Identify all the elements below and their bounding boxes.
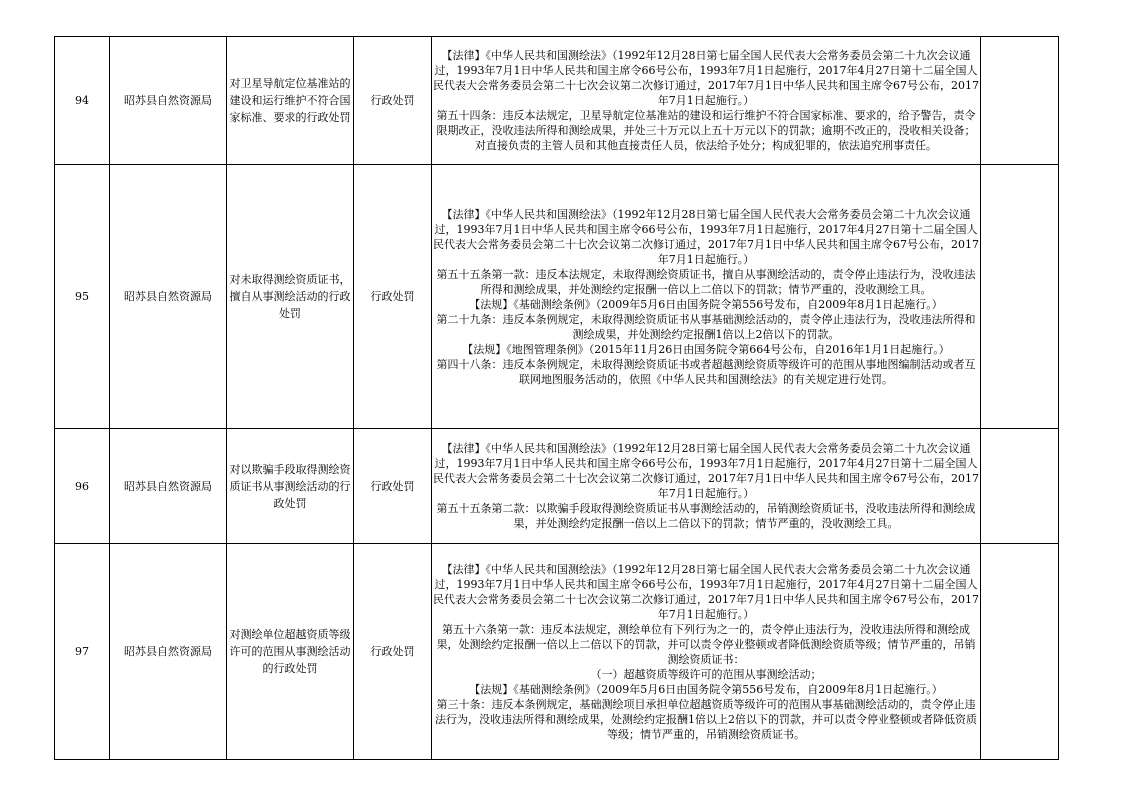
table-row [55, 37, 1059, 165]
empty-cell [981, 165, 1059, 429]
penalty-item-text: 对卫星导航定位基准站的建设和运行维护不符合国家标准、要求的行政处罚 [229, 77, 351, 124]
legal-basis-cell [432, 429, 981, 544]
table-row [55, 544, 1059, 760]
basis-paragraph: 【法律】《中华人民共和国测绘法》（1992年12月28日第七届全国人民代表大会常务委员会第二十九次会议通过，1993年7月1日中华人民共和国主席令66号公布，1993年7月1日起施行，2017年4月27日第十二届全国人民代表大会常务委员会第二十七次会议第二次修订通过，2017年7月1日中华人民共和国主席令67号公布，2017年7月1日起施行。） [433, 562, 979, 621]
basis-paragraph: 第五十四条：违反本法规定，卫星导航定位基准站的建设和运行维护不符合国家标准、要求的，给予警告，责令限期改正，没收违法所得和测绘成果，并处三十万元以上五十万元以下的罚款；逾期不改正的，没收相关设备；对直接负责的主管人员和其他直接责任人员，依法给予处分；构成犯罪的，依法追究刑事责任。 [436, 109, 976, 152]
basis-paragraph: 第五十五条第二款：以欺骗手段取得测绘资质证书从事测绘活动的，吊销测绘资质证书，没收违法所得和测绘成果，并处测绘约定报酬一倍以上二倍以下的罚款；情节严重的，没收测绘工具。 [436, 502, 976, 530]
penalty-type-cell: 行政处罚 [354, 544, 432, 760]
table-row [55, 165, 1059, 429]
penalty-item-cell [227, 37, 354, 165]
basis-paragraph: 第三十条：违反本条例规定，基础测绘项目承担单位超越资质等级许可的范围从事基础测绘活动的，责令停止违法行为，没收违法所得和测绘成果，处测绘约定报酬1倍以上2倍以下的罚款，并可以责令停业整顿或者降低资质等级；情节严重的，吊销测绘资质证书。 [435, 697, 977, 741]
empty-cell [981, 544, 1059, 760]
department-cell: 昭苏县自然资源局 [110, 429, 227, 544]
basis-paragraph: 第二十九条：违反本条例规定，未取得测绘资质证书从事基础测绘活动的，责令停止违法行为，没收违法所得和测绘成果，并处测绘约定报酬1倍以上2倍以下的罚款。 [436, 312, 976, 341]
penalty-item-cell [227, 429, 354, 544]
legal-basis-cell [432, 544, 981, 760]
basis-paragraph: 第四十八条：违反本条例规定，未取得测绘资质证书或者超越测绘资质等级许可的范围从事地图编制活动或者互联网地图服务活动的，依照《中华人民共和国测绘法》的有关规定进行处罚。 [436, 357, 976, 386]
penalty-item-cell [227, 544, 354, 760]
penalty-type-cell: 行政处罚 [354, 165, 432, 429]
department-cell: 昭苏县自然资源局 [110, 544, 227, 760]
department-cell: 昭苏县自然资源局 [110, 165, 227, 429]
penalty-item-text: 对未取得测绘资质证书，擅自从事测绘活动的行政处罚 [229, 273, 351, 320]
empty-cell [981, 429, 1059, 544]
penalty-type-cell: 行政处罚 [354, 37, 432, 165]
basis-paragraph: 第五十五条第一款：违反本法规定，未取得测绘资质证书，擅自从事测绘活动的，责令停止违法行为，没收违法所得和测绘成果，并处测绘约定报酬一倍以上二倍以下的罚款；情节严重的，没收测绘工具。 [436, 267, 976, 296]
basis-paragraph: （一）超越资质等级许可的范围从事测绘活动； [590, 667, 822, 681]
penalty-item-text: 对测绘单位超越资质等级许可的范围从事测绘活动的行政处罚 [229, 628, 351, 675]
row-number: 95 [55, 165, 110, 429]
penalty-item-cell [227, 165, 354, 429]
penalty-item-text: 对以欺骗手段取得测绘资质证书从事测绘活动的行政处罚 [229, 462, 351, 510]
basis-paragraph: 【法律】《中华人民共和国测绘法》（1992年12月28日第七届全国人民代表大会常务委员会第二十九次会议通过，1993年7月1日中华人民共和国主席令66号公布，1993年7月1日起施行，2017年4月27日第十二届全国人民代表大会常务委员会第二十七次会议第二次修订通过，2017年7月1日中华人民共和国主席令67号公布，2017年7月1日起施行。） [433, 442, 979, 500]
legal-basis-cell [432, 165, 981, 429]
row-number: 94 [55, 37, 110, 165]
penalty-type-cell: 行政处罚 [354, 429, 432, 544]
basis-paragraph: 【法律】《中华人民共和国测绘法》（1992年12月28日第七届全国人民代表大会常务委员会第二十九次会议通过，1993年7月1日中华人民共和国主席令66号公布，1993年7月1日起施行，2017年4月27日第十二届全国人民代表大会常务委员会第二十七次会议第二次修订通过，2017年7月1日中华人民共和国主席令67号公布，2017年7月1日起施行。） [433, 207, 979, 266]
table-row [55, 429, 1059, 544]
basis-paragraph: 【法规】《基础测绘条例》（2009年5月6日由国务院令第556号发布，自2009年8月1日起施行。） [469, 297, 943, 311]
basis-paragraph: 【法律】《中华人民共和国测绘法》（1992年12月28日第七届全国人民代表大会常务委员会第二十九次会议通过，1993年7月1日中华人民共和国主席令66号公布，1993年7月1日起施行，2017年4月27日第十二届全国人民代表大会常务委员会第二十七次会议第二次修订通过，2017年7月1日中华人民共和国主席令67号公布，2017年7月1日起施行。） [433, 49, 979, 107]
basis-paragraph: 【法规】《基础测绘条例》（2009年5月6日由国务院令第556号发布，自2009年8月1日起施行。） [469, 682, 943, 696]
row-number: 96 [55, 429, 110, 544]
penalty-table [54, 36, 1059, 760]
basis-paragraph: 【法规】《地图管理条例》（2015年11月26日由国务院令第664号公布，自2016年1月1日起施行。） [462, 342, 950, 356]
row-number: 97 [55, 544, 110, 760]
legal-basis-cell [432, 37, 981, 165]
empty-cell [981, 37, 1059, 165]
basis-paragraph: 第五十六条第一款：违反本法规定，测绘单位有下列行为之一的，责令停止违法行为，没收违法所得和测绘成果，处测绘约定报酬一倍以上二倍以下的罚款，并可以责令停业整顿或者降低测绘资质等级；情节严重的，吊销测绘资质证书： [436, 622, 976, 666]
department-cell: 昭苏县自然资源局 [110, 37, 227, 165]
